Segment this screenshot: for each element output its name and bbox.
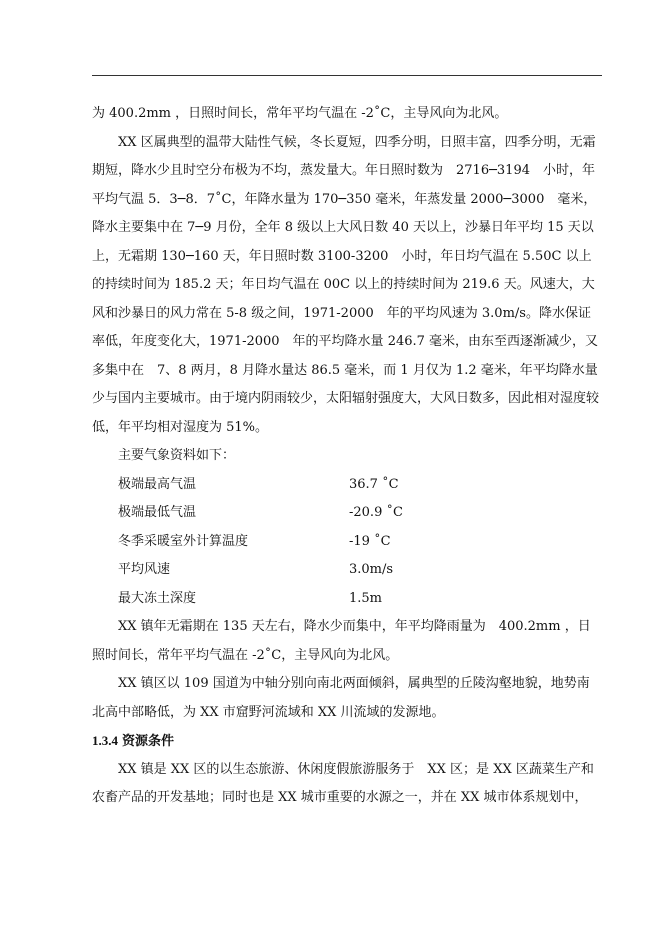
paragraph-climate: XX 区属典型的温带大陆性气候，冬长夏短，四季分明，日照丰富，四季分明，无霜期短，降水少且时空分布极为不均，蒸发量大。年日照时数为 2716─3194 小时，年平均气温 5．3─8．7˚C，年降水量为 170─350 毫米，年蒸发量 2000─3000 毫米，降水主要集中在 7─9 月份，全年 8 级以上大风日数 40 天以上，沙暴日年平均 15 天以上，无霜期 130─160 天，年日照时数 3100-3200 小时，年日均气温在 5.50C 以上的持续时间为 185.2 天；年日均气温在 00C 以上的持续时间为 219.6 天。风速大，大风和沙暴日的风力常在 5-8 级之间，1971-2000 年的平均风速为 3.0m/s。降水保证率低，年度变化大，1971-2000 年的平均降水量 246.7 毫米，由东至西逐渐减少，又多集中在 7、8 两月，8 月降水量达 86.5 毫米，而 1 月仅为 1.2 毫米，年平均降水量少与国内主要城市。由于境内阴雨较少，太阳辐射强度大，大风日数多，因此相对湿度较低，年平均相对湿度为 51%。 (92, 134, 600, 435)
weather-row (92, 471, 602, 500)
section-number: 1.3.4 (92, 733, 118, 748)
weather-row (92, 499, 602, 528)
weather-data-list (92, 471, 602, 614)
weather-value: 3.0m/s (349, 562, 394, 577)
weather-value: -19 ˚C (349, 533, 391, 549)
paragraph-terrain: XX 镇区以 109 国道为中轴分别向南北两面倾斜，属典型的丘陵沟壑地貌，地势南北高中部略低，为 XX 市窟野河流域和 XX 川流域的发源地。 (92, 676, 590, 720)
header-rule (92, 75, 602, 76)
weather-label: 极端最高气温 (118, 476, 197, 492)
section-heading (92, 727, 602, 756)
weather-label: 冬季采暖室外计算温度 (118, 533, 249, 549)
weather-value: 1.5m (349, 590, 383, 606)
weather-value: -20.9 ˚C (349, 505, 403, 520)
weather-row (92, 528, 602, 557)
body-text (92, 100, 602, 813)
weather-row (92, 556, 602, 585)
weather-row (92, 585, 602, 614)
section-title: 资源条件 (122, 733, 175, 748)
weather-value: 36.7 ˚C (349, 476, 399, 492)
weather-label: 极端最低气温 (118, 505, 197, 520)
weather-intro: 主要气象资料如下： (118, 448, 236, 463)
weather-label: 平均风速 (118, 562, 171, 577)
paragraph-resources: XX 镇是 XX 区的以生态旅游、休闲度假旅游服务于 XX 区；是 XX 区蔬菜生产和农畜产品的开发基地；同时也是 XX 城市重要的水源之一，并在 XX 城市体系规划中， (92, 761, 594, 805)
paragraph-town-climate: XX 镇年无霜期在 135 天左右，降水少而集中，年平均降雨量为 400.2mm ，日照时间长，常年平均气温在 -2˚C，主导风向为北风。 (92, 619, 591, 663)
paragraph-continuation: 为 400.2mm ，日照时间长，常年平均气温在 -2˚C，主导风向为北风。 (92, 106, 508, 121)
weather-label: 最大冻土深度 (118, 590, 197, 606)
